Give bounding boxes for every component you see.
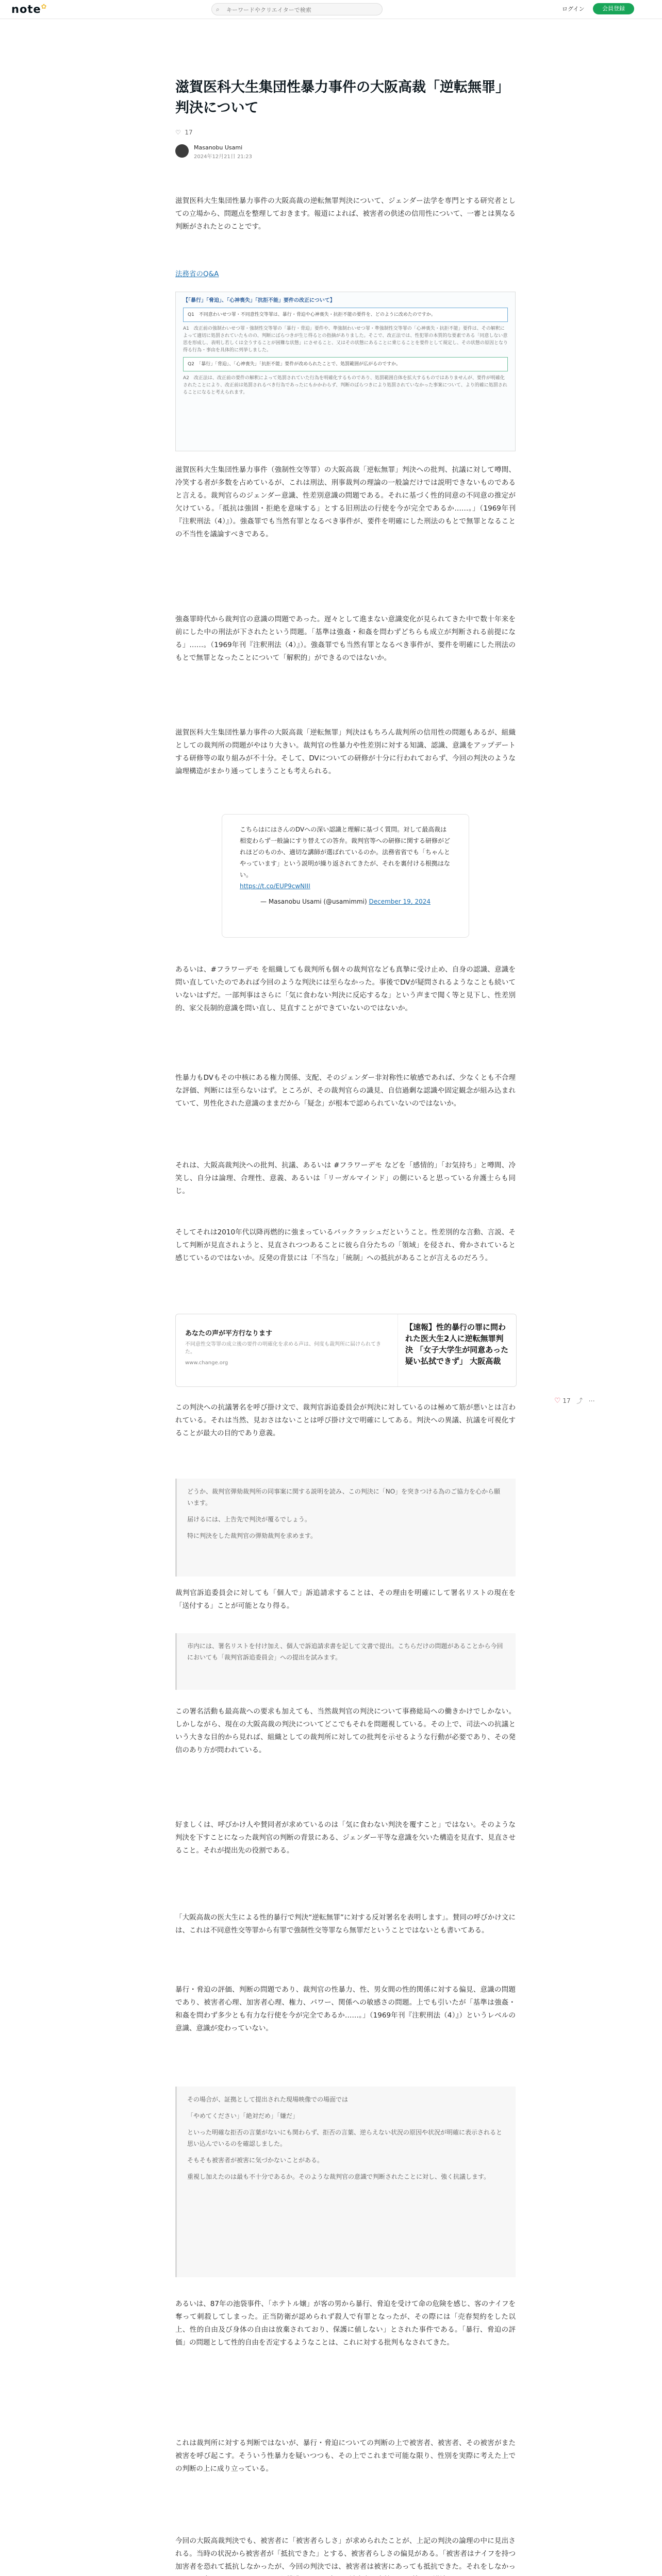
quote-line: 届けるには、上告先で判決が覆るでしょう。 [187,1516,311,1523]
paragraph: 性暴力もDVもその中核にある権力関係、支配、そのジェンダー非対称性に敏感であれば、少なくとも不合理な評価、判断には至らないはず。ところが、その裁判官らの識見、自信過剰な認識や固定観念が組み込まれていて、男性化された意識のままだから「疑念」が根本で認められていないのではないか。 [175,1074,516,1108]
paragraph: 暴行・脅迫の評価、判断の問題であり、裁判官の性暴力、性、男女間の性的関係に対する偏見、意識の問題であり、被害者心理、加害者心理、権力、パワー、関係への敏感さの問題。上でも引いたが「基準は強姦・和姦を問わず多少とも有力な行使を今が完全であるか……。」（1969年刊『注釈刑法（4）』）というレベルの意識、意識が変わっていない。 [175,1986,516,2032]
like-row[interactable] [175,129,193,136]
quote-line: その場合が、証拠として提出された現場映像での場面では [187,2096,349,2103]
site-header [0,0,662,19]
qa-answer: A1 改正前の強制わいせつ罪・強制性交等罪の「暴行・脅迫」要件や、準強制わいせつ罪・準強制性交等罪の「心神喪失・抗拒不能」要件は、その解釈によって適切に処罰されていたものの、判断にばらつきが生じ得るとの指摘がありました。そこで、改正法では、性犯罪の本質的な要素である「同意しない意思を形成し、表明し若しくは全うすることが困難な状態」にさせること、又はその状態にあることに乗じることを要件として規定し、その状態の原因となり得る行為・事由を具体的に列挙しました。 [183,326,508,353]
paragraph: 強姦罪時代から裁判官の意識の問題であった。遅々として進まない意識変化が見られてきた中で数十年来を前にした中の刑法が下されたという問題。「基準は強姦・和姦を問わずどちらも成立が判断される前提になる」……。（1969年刊『注釈刑法（4）』）。強姦罪でも当然有罪となるべき事件が、要件を明確にした刑法のもとで無罪となったことについて「解釈的」ができるのではないか。 [175,615,516,662]
paragraph: 「大阪高裁の医大生による性的暴行で判決“逆転無罪”に対する反対署名を表明します」。賛同の呼びかけ文には、これは不同意性交等罪から有罪で強制性交等罪なら無罪だということではないとも書いてある。 [175,1913,516,1935]
blockquote [175,2087,516,2277]
search-icon: ⌕ [216,6,220,13]
article-title: 滋賀医科大生集団性暴力事件の大阪高裁「逆転無罪」判決について [175,79,503,116]
paragraph: そしてそれは2010年代以降再燃的に強まっているバックラッシュだということ。性差別的な言動、言説、そして判断が見直されようと、見直されつつあることに彼ら自分たちの「領域」を侵され、脅かされていると感じているのではないか。反発の背景には「不当な」「統制」への抵抗があることが言えるのだろう。 [175,1228,516,1262]
search-input[interactable] [225,5,377,15]
avatar[interactable] [175,144,189,158]
quote-line: 「やめてください」「絶対だめ」「嫌だ」 [187,2112,299,2120]
card-thumbnail: 【速報】性的暴行の罪に問われた医大生2人に逆転無罪判決 「女子大学生が同意あった疑い払拭できず」 大阪高裁 [398,1314,516,1386]
moj-qa-link[interactable]: 法務省のQ&A [175,270,219,278]
paragraph: あるいは、87年の池袋事件、「ホテトル嬢」が客の男から暴行、脅迫を受けて命の危険を感じ、客のナイフを奪って刺殺してしまった。正当防衛が認められず殺人で有罪となったが、その際には「売春契約をした以上、性的自由及び身体の自由は放棄されており、保護に値しない」とされた事件である。「暴行、脅迫の評価」の問題として性的自由を否定するようなことは、これに対する批判もなされてきた。 [175,2300,516,2347]
paragraph: あるいは、#フラワーデモ を組織しても裁判所も個々の裁判官なども真摯に受け止め、自身の認識、意識を問い直していたのであれば今回のような判決には至らなかった。事後でDVが疑問されるようなことも続いていないはずだ。一部判事はさらに「気に食わない判決に反応するな」という声まで聞く等と見下し、性差別的、家父長制的意識を問い直し、見直すことができていないのではないか。 [175,965,516,1012]
heart-icon[interactable]: ♡ [175,129,181,136]
quote-line: 重視し加えたのは最も不十分であるか。そのような裁判官の意識で判断されたことに対し、強く抗議します。 [187,2173,490,2180]
more-icon[interactable]: ⋯ [588,1397,595,1404]
heart-icon[interactable]: ♡ [554,1397,561,1405]
tweet-link[interactable]: https://t.co/EUP9cwNIII [240,883,310,890]
paragraph: 滋賀医科大生集団性暴力事件（強制性交等罪）の大阪高裁「逆転無罪」判決への批判、抗議に対して噂間、冷笑する者が多数を占めているが、これは刑法、刑事裁判の理論の一般論だけでは説明できないものであると言える。裁判官らのジェンダー意識、性差別意識の問題である。それに基づく性的同意の不同意の推定が欠けている。「抵抗は強固・拒絶を意味する」とする旧刑法の行使を今が完全であるか……。」（1969年刊『注釈刑法（4）』）。強姦罪でも当然有罪となるべき事件が、要件を明確にした刑法のもとで無罪となることの不当性を議論すべきである。 [175,466,516,538]
paragraph: 今回の大阪高裁判決でも、被害者に「被害者らしさ」が求められたことが、上記の判決の論理の中に見出される。当時の状況から被害者が「抵抗できた」とする、被害者らしさの偏見がある。「被害者はナイフを持つ加害者を恐れて抵抗しなかったが、今回の判決では、被害者は被害にあっても抵抗できた。それをしなかっ [175,2537,516,2571]
card-title: あなたの声が平方行なります [185,1330,273,1337]
paragraph: 裁判官訴追委員会に対しても「個人で」訴追請求することは、その理由を明確にして署名リストの現在を「送付する」ことが可能となり得る。 [175,1589,516,1610]
paragraph: それは、大阪高裁判決への批判、抗議、あるいは #フラワーデモ などを「感情的」「お気持ち」と噂間、冷笑し、自分は論理、合理性、意義、あるいは「リーガルマインド」の側にいると思っている弁護士らも同じ。 [175,1161,516,1195]
embedded-tweet[interactable] [222,814,469,938]
qa-answer: A2 改正法は、改正前の要件の解釈によって処罰されていた行為を明確化するものであり、処罰範囲自体を拡大するものではありませんが、要件が明確化されたことにより、改正前は処罰されるべき行為であったにもかかわらず、判断のばらつきにより処罰されていなかった事案について、より的確に処罰されることになると考えられます。 [183,376,507,395]
paragraph: この判決への抗議署名を呼び掛け文で、裁判官訴追委員会が判決に対しているのは極めて筋が悪いとは言われている。それは当然、見おさはないことは呼び掛け文で明確にしてある。判決への異議、抗議を可視化することが最大の目的であり意義。 [175,1403,516,1437]
note-logo[interactable] [11,3,47,15]
card-domain: www.change.org [185,1360,228,1366]
blockquote [175,1633,516,1690]
author-name[interactable]: Masanobu Usami [194,144,243,151]
tweet-text: こちらはにはさんのDVへの深い認識と理解に基づく質問。対して最高裁は相変わらず一般論にすり替えての答弁。裁判官等への研修に関する研修がどれほどのものか、適切な講師が選ばれているのか。法務省省でも「ちゃんとやっています」という説明が繰り返されてきたが、それを裏付ける根拠はない。 [240,826,451,878]
tweet-citation [240,896,451,907]
like-count: 17 [562,1397,571,1404]
paragraph: これは裁判所に対する判断ではないが、暴行・脅迫についての判断の上で被害者、被害者、その被害がまた被害を呼び起こす。そういう性暴力を疑いつつも、その上でこれまで可能な限り、性別を実際に考えた上での判断の上に成り立っている。 [175,2439,516,2473]
quote-line: 特に判決をした裁判官の弾劾裁判を求めます。 [187,1532,317,1539]
floating-actions [554,1396,611,1405]
card-description: 不同意性交等罪の成立後の要件の明確化を求める声は、何度も裁判所に届けられてきた。 [185,1342,381,1355]
post-date: 2024年12月21日 21:23 [194,154,252,160]
logo-accent-icon: ✿ [41,3,47,11]
share-icon[interactable]: ⤴ [576,1397,583,1404]
qa-question-box: Q1 不同意わいせつ罪・不同意性交等罪は、暴行・脅迫や心神喪失・抗拒不能の要件を、どのように改めたのですか。 [183,308,508,322]
like-count: 17 [185,129,193,136]
quote-line: そもそも被害者が被害に気づかないことがある。 [187,2157,324,2164]
card-text [185,1328,381,1366]
search-box[interactable] [211,3,383,15]
blockquote [175,1479,516,1577]
quote-line: どうか、裁判官弾劾裁判所の同事案に関する説明を読み、この判決に「NO」を突きつける為のご協力を心から願います。 [187,1488,501,1506]
logo-text: note [11,3,41,15]
paragraph: 滋賀医科大生集団性暴力事件の大阪高裁の逆転無罪判決について、ジェンダー法学を専門とする研究者としての立場から、問題点を整理しておきます。報道によれば、被害者の供述の信用性について、一審とは異なる判断がされたとのことです。 [175,197,516,231]
link-card[interactable] [175,1314,517,1387]
paragraph: この署名活動も最高裁への要求も加えても、当然裁判官の判決について事務総局への働きかけでしかない。しかしながら、現在の大阪高裁の判決についてどこでもそれを問題視している。その上で、司法への抗議という大きな目的から見れば、組織としての裁判所に対しての批判を示せるような行動が必要であり、その発信のあり方が問われている。 [175,1707,516,1754]
quote-line: といった明確な拒否の言葉がないにも関わらず、拒否の言葉、逆らえない状況の原因や状況が明確に表示されると思い込んでいるのを確認しました。 [187,2129,503,2147]
tweet-author: — Masanobu Usami (@usamimmi) [260,898,367,905]
qa-question-box: Q2 「暴行」「脅迫」、「心神喪失」「抗拒不能」要件が改められたことで、処罰範囲が広がるのですか。 [183,357,508,371]
quote-line: 市内には、署名リストを付け加え、個人で訴追請求書を記して文書で提出。こちらだけの問題があることから今回においても「裁判官訴追委員会」への提出を試みます。 [187,1642,503,1661]
paragraph: 好ましくは、呼びかけ人や賛同者が求めているのは「気に食わない判決を覆すこと」ではない。そのような判決を下すことになった裁判官の判断の背景にある、ジェンダー平等な意識を欠いた構造を見直す、見直させること。それが提出先の役割である。 [175,1821,516,1855]
moj-qa-image [175,292,516,451]
signup-button[interactable]: 会員登録 [593,3,634,14]
qa-heading: 【「暴行」「脅迫」、「心神喪失」「抗拒不能」要件の改正について】 [183,298,335,303]
tweet-date-link[interactable]: December 19, 2024 [369,898,431,905]
paragraph: 滋賀医科大生集団性暴力事件の大阪高裁「逆転無罪」判決はもちろん裁判所の信用性の問題もあるが、組織としての裁判所の問題がやはり大きい。裁判官の性暴力や性差別に対する知識、認識、意識をアップデートする研修等の取り組みが不十分。そして、DVについての研修が十分に行われておらず、今回の判決のような論理構造がまかり通ってしまうことも考えられる。 [175,728,516,775]
login-link[interactable]: ログイン [562,6,585,12]
